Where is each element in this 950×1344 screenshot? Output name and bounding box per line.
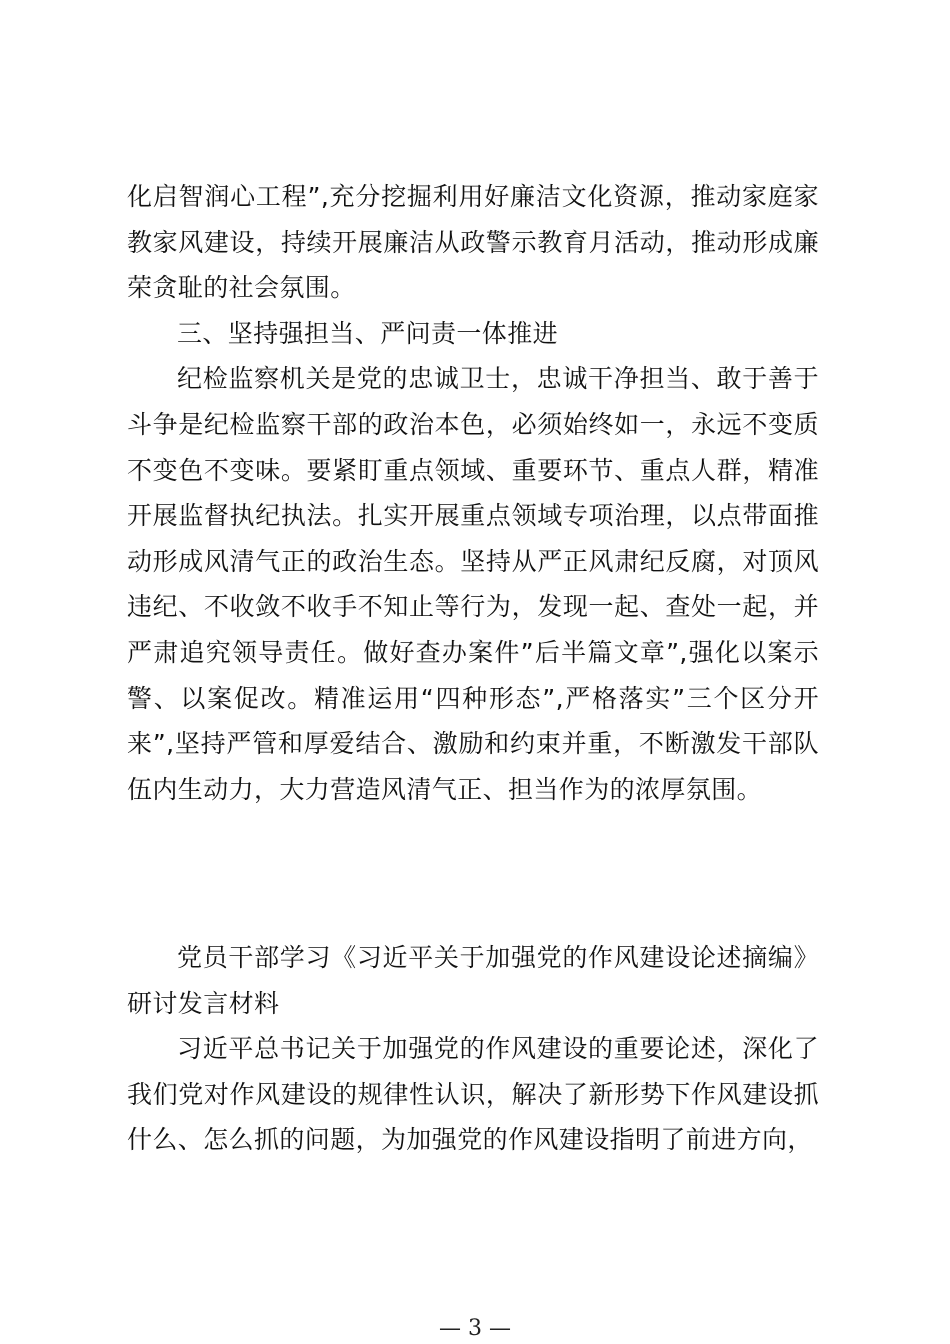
article-title: 党员干部学习《习近平关于加强党的作风建设论述摘编》研讨发言材料: [127, 943, 819, 1018]
paragraph-three: 纪检监察机关是党的忠诚卫士，忠诚干净担当、敢于善于斗争是纪检监察干部的政治本色，必须始终如一，永远不变质不变色不变味。要紧盯重点领域、重要环节、重点人群，精准开展监督执纪执法。扎实开展重点领域专项治理，以点带面推动形成风清气正的政治生态。坚持从严正风肃纪反腐，对顶风违纪、不收敛不收手不知止等行为，发现一起、查处一起，并严肃追究领导责任。做好查办案件”后半篇文章”,强化以案示警、以案促改。精准运用“四种形态”,严格落实”三个区分开来”,坚持严管和厚爱结合、激励和约束并重，不断激发干部队伍内生动力，大力营造风清气正、担当作为的浓厚氛围。: [127, 364, 819, 804]
page-number: — 3 —: [439, 1316, 511, 1341]
section-continued-text: [127, 174, 819, 812]
new-article-text: [127, 935, 819, 1163]
section-heading-three: 三、坚持强担当、严问责一体推进: [177, 318, 559, 348]
article-paragraph-one: 习近平总书记关于加强党的作风建设的重要论述，深化了我们党对作风建设的规律性认识，解决了新形势下作风建设抓什么、怎么抓的问题，为加强党的作风建设指明了前进方向，: [127, 1034, 819, 1155]
paragraph-continued: 化启智润心工程”,充分挖掘利用好廉洁文化资源，推动家庭家教家风建设，持续开展廉洁从政警示教育月活动，推动形成廉荣贪耻的社会氛围。: [127, 182, 819, 303]
